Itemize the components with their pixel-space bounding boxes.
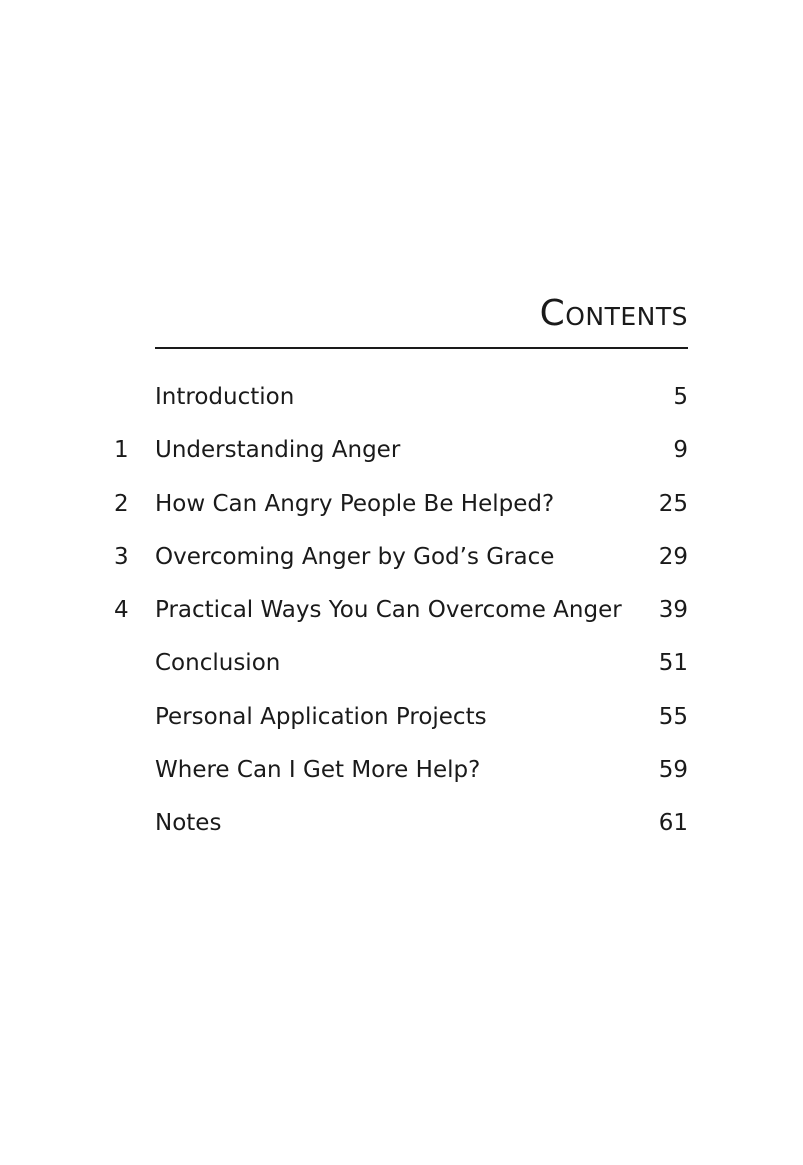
toc-entry-introduction[interactable]	[0, 371, 803, 424]
toc-entry-chapter-4[interactable]	[0, 584, 803, 637]
toc-entry-chapter-3[interactable]	[0, 531, 803, 584]
entry-title: Understanding Anger	[155, 437, 401, 464]
chapter-number: 2	[114, 490, 129, 517]
page-number: 55	[658, 703, 688, 730]
entry-title: Introduction	[155, 384, 295, 410]
entry-title: Overcoming Anger by God’s Grace	[155, 543, 555, 570]
page-number: 5	[673, 384, 688, 410]
page-title: Contents	[539, 293, 688, 334]
chapter-number: 3	[114, 543, 129, 570]
title-rule	[155, 347, 688, 349]
page-number: 9	[673, 437, 688, 464]
page-number: 51	[658, 650, 688, 677]
entry-title: How Can Angry People Be Helped?	[155, 490, 555, 517]
entry-title: Practical Ways You Can Overcome Anger	[155, 597, 622, 624]
page-number: 59	[658, 757, 688, 784]
toc-entry-conclusion[interactable]	[0, 637, 803, 690]
chapter-number: 4	[114, 597, 129, 624]
page-number: 25	[658, 490, 688, 517]
chapter-number: 1	[114, 437, 129, 464]
entry-title: Where Can I Get More Help?	[155, 757, 481, 784]
page-number: 29	[658, 543, 688, 570]
page-number: 39	[658, 597, 688, 624]
entry-title: Personal Application Projects	[155, 703, 487, 730]
toc-entry-more-help[interactable]	[0, 744, 803, 797]
toc-entry-chapter-1[interactable]	[0, 424, 803, 477]
page-number: 61	[658, 810, 688, 837]
toc-entry-application-projects[interactable]	[0, 691, 803, 744]
toc-entry-notes[interactable]	[0, 797, 803, 850]
toc-entry-chapter-2[interactable]	[0, 478, 803, 531]
table-of-contents	[0, 371, 803, 851]
entry-title: Notes	[155, 810, 222, 837]
entry-title: Conclusion	[155, 650, 281, 677]
